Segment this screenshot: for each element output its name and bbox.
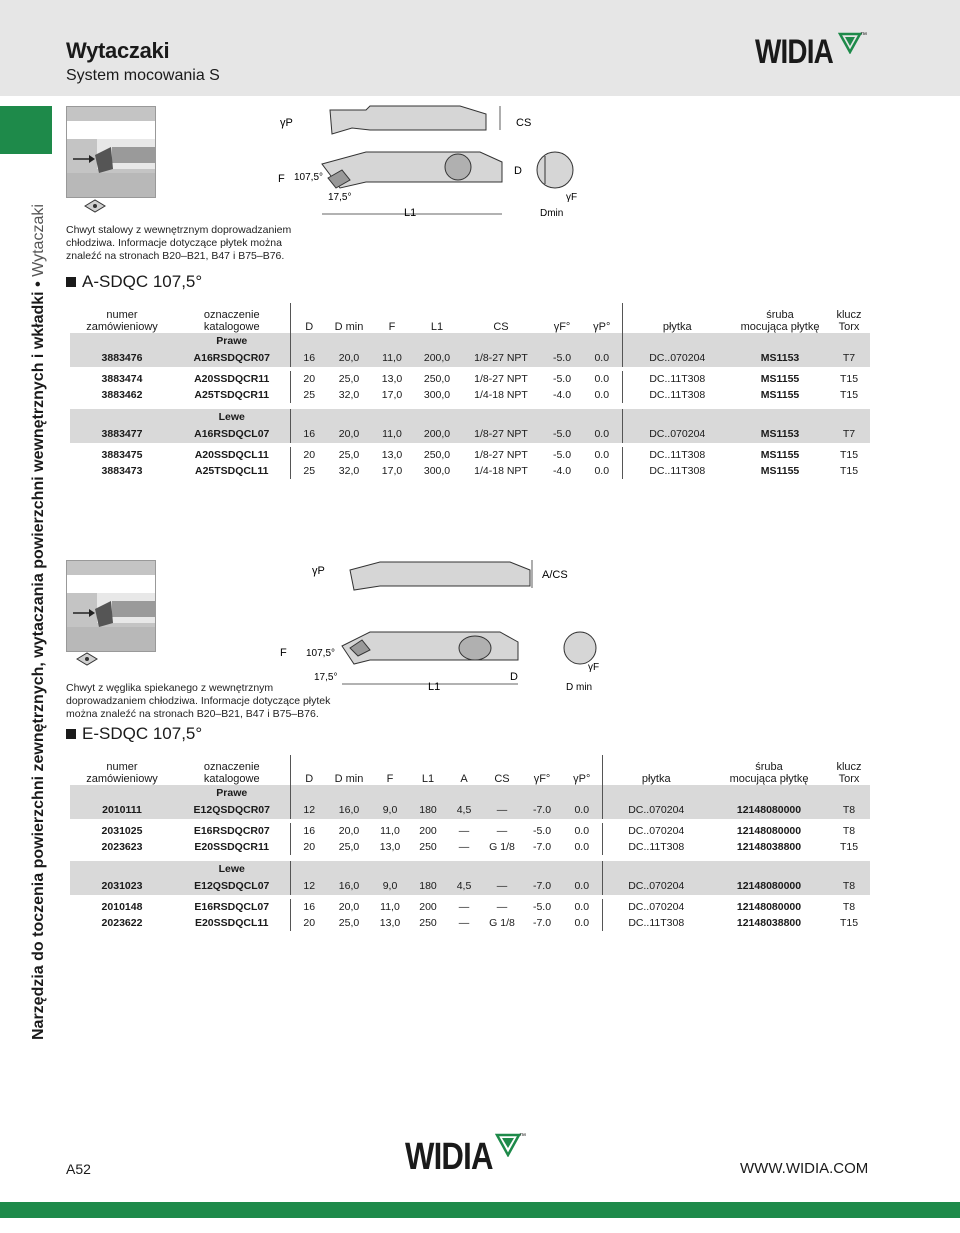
col-header: D min: [334, 773, 364, 785]
table-cell: DC..11T308: [622, 387, 732, 403]
table-cell: DC..070204: [602, 877, 710, 895]
table-cell: T8: [842, 880, 856, 892]
col-header: D: [290, 755, 328, 785]
table-cell: 16: [290, 823, 328, 839]
table-cell: T15: [839, 465, 859, 477]
table-cell: 0.0: [594, 373, 610, 385]
table-cell: DC..11T308: [622, 447, 732, 463]
table-cell: -7.0: [532, 804, 552, 816]
e-tool-drawing: [270, 556, 600, 696]
table-cell: DC..070204: [622, 349, 732, 367]
e-label-a1: 107,5°: [306, 648, 336, 659]
a-label-f: F: [278, 173, 285, 185]
table-cell: 0.0: [574, 825, 590, 837]
a-spec-table: [70, 303, 870, 479]
table-cell: T15: [839, 389, 859, 401]
e-label-d: D: [510, 671, 518, 683]
table-cell: -7.0: [532, 880, 552, 892]
table-cell: DC..070204: [602, 899, 710, 915]
table-cell: —: [458, 917, 470, 929]
e-section-photo: [66, 560, 156, 652]
side-label-section: Wytaczaki: [30, 204, 47, 277]
table-cell: 250,0: [423, 449, 451, 461]
e-label-acs: A/CS: [542, 569, 568, 581]
table-cell: MS1153: [760, 428, 800, 440]
table-cell: 20,0: [338, 428, 360, 440]
table-cell: 0.0: [574, 880, 590, 892]
col-header: γF°: [533, 773, 551, 785]
table-cell: -5.0: [552, 373, 572, 385]
table-cell: 200,0: [423, 352, 451, 364]
col-header: CS: [493, 321, 509, 333]
table-cell: 13,0: [381, 449, 403, 461]
table-cell: 12: [290, 877, 328, 895]
a-tool-drawing: [270, 104, 600, 224]
e-caption-line: doprowadzaniem chłodziwa. Informacje dotyczące płytek: [66, 695, 331, 707]
e-label-a2: 17,5°: [314, 672, 338, 683]
table-cell: 2031025: [101, 825, 143, 837]
table-cell: 20: [290, 447, 328, 463]
bullet-square-icon: [66, 277, 76, 287]
table-cell: 3883476: [101, 352, 143, 364]
table-cell: 12148038800: [736, 917, 802, 929]
table-cell: 20: [290, 839, 328, 855]
a-label-l1: L1: [404, 207, 417, 219]
table-cell: 300,0: [423, 389, 451, 401]
e-title-text: E-SDQC 107,5°: [82, 724, 203, 743]
col-header: L1: [430, 321, 444, 333]
table-cell: T15: [839, 373, 859, 385]
a-section-title: [66, 272, 202, 292]
table-cell: MS1155: [760, 389, 800, 401]
table-cell: 25,0: [338, 449, 360, 461]
col-header: oznaczenie katalogowe: [203, 761, 260, 785]
table-cell: 2010148: [101, 901, 143, 913]
col-header: γP°: [593, 321, 611, 333]
table-cell: 32,0: [338, 389, 360, 401]
side-label: [30, 204, 48, 1040]
a-label-a1: 107,5°: [294, 172, 324, 183]
table-cell: -7.0: [532, 917, 552, 929]
a-label-gf: γF: [566, 192, 578, 203]
a-label-a2: 17,5°: [328, 192, 352, 203]
a-label-cs: CS: [516, 117, 532, 129]
page-title: Wytaczaki: [66, 38, 170, 63]
col-header: oznaczenie katalogowe: [203, 309, 260, 333]
e-spec-table: [70, 755, 870, 931]
table-cell: 16: [290, 349, 328, 367]
table-cell: 3883462: [101, 389, 143, 401]
col-header: CS: [494, 773, 510, 785]
table-cell: DC..11T308: [602, 915, 710, 931]
bullet-square-icon: [66, 729, 76, 739]
table-row: [70, 915, 870, 931]
table-cell: —: [496, 880, 508, 892]
table-cell: 25: [290, 463, 328, 479]
widia-logo-mark-icon: [838, 32, 867, 59]
table-cell: —: [496, 901, 508, 913]
col-header: śruba mocująca płytkę: [729, 761, 809, 785]
table-cell: -7.0: [532, 841, 552, 853]
a-caption-line: znaleźć na stronach B20–B21, B47 i B75–B76.: [66, 250, 285, 262]
table-cell: A16RSDQCR07: [193, 352, 270, 364]
table-cell: 0.0: [594, 428, 610, 440]
table-row: [70, 463, 870, 479]
table-row: [70, 899, 870, 915]
table-row: [70, 447, 870, 463]
e-label-l1: L1: [428, 681, 441, 693]
website-link[interactable]: WWW.WIDIA.COM: [740, 1160, 869, 1177]
table-cell: 9,0: [382, 804, 398, 816]
table-cell: 16: [290, 425, 328, 443]
a-label-gp: γP: [280, 117, 293, 129]
table-cell: DC..070204: [622, 425, 732, 443]
table-header: [70, 303, 870, 333]
group-label: Lewe: [218, 411, 245, 423]
a-caption-line: chłodziwa. Informacje dotyczące płytek można: [66, 237, 282, 249]
table-cell: T7: [842, 352, 856, 364]
e-label-gf: γF: [588, 662, 600, 673]
table-cell: 0.0: [594, 449, 610, 461]
table-cell: 11,0: [380, 901, 400, 913]
table-cell: 200,0: [423, 428, 451, 440]
table-cell: E16RSDQCR07: [193, 825, 270, 837]
table-cell: 16: [290, 899, 328, 915]
col-header: płytka: [622, 303, 732, 333]
e-label-dmin: D min: [566, 682, 593, 693]
widia-logo-bottom: WIDIA: [405, 1136, 493, 1178]
e-section-title: [66, 724, 202, 744]
table-row: [70, 425, 870, 443]
table-cell: MS1155: [760, 449, 800, 461]
table-cell: 12148080000: [736, 804, 802, 816]
table-cell: 3883474: [101, 373, 143, 385]
table-cell: MS1155: [760, 465, 800, 477]
table-cell: 20,0: [338, 352, 360, 364]
a-caption-line: Chwyt stalowy z wewnętrznym doprowadzaniem: [66, 224, 292, 236]
table-cell: T15: [839, 841, 859, 853]
table-cell: 0.0: [594, 352, 610, 364]
col-header: F: [386, 773, 394, 785]
table-cell: DC..11T308: [602, 839, 710, 855]
group-label: Prawe: [216, 335, 248, 347]
table-cell: A25TSDQCR11: [194, 389, 270, 401]
table-cell: 0.0: [574, 841, 590, 853]
col-header: D: [290, 303, 328, 333]
table-header: [70, 755, 870, 785]
table-cell: 17,0: [381, 465, 403, 477]
table-cell: 250,0: [423, 373, 451, 385]
table-cell: DC..070204: [602, 801, 710, 819]
table-cell: 3883477: [101, 428, 143, 440]
trademark: ™: [519, 1133, 526, 1140]
group-header-row: [70, 785, 870, 801]
table-cell: 11,0: [382, 352, 402, 364]
table-cell: 0.0: [574, 917, 590, 929]
table-cell: -5.0: [532, 901, 552, 913]
table-cell: 250: [419, 841, 437, 853]
table-row: [70, 877, 870, 895]
table-cell: 1/4-18 NPT: [474, 389, 528, 401]
table-cell: MS1153: [760, 352, 800, 364]
table-cell: —: [458, 825, 470, 837]
table-cell: 2023623: [101, 841, 143, 853]
table-cell: -5.0: [552, 449, 572, 461]
table-cell: G 1/8: [489, 841, 515, 853]
table-cell: 25,0: [338, 917, 360, 929]
side-label-main: Narzędzia do toczenia powierzchni zewnętrznych, wytaczania powierzchni wewnętrznych i wkładki: [30, 291, 47, 1040]
table-cell: 4,5: [456, 880, 472, 892]
table-cell: 1/8-27 NPT: [474, 428, 528, 440]
table-cell: DC..070204: [602, 823, 710, 839]
table-cell: MS1155: [760, 373, 800, 385]
table-cell: —: [458, 841, 470, 853]
a-title-text: A-SDQC 107,5°: [82, 272, 203, 291]
table-row: [70, 371, 870, 387]
e-caption-line: Chwyt z węglika spiekanego z wewnętrznym: [66, 682, 274, 694]
col-header: γF°: [553, 321, 571, 333]
table-cell: 3883475: [101, 449, 143, 461]
table-cell: 2023622: [101, 917, 143, 929]
table-cell: 0.0: [574, 804, 590, 816]
table-cell: 25,0: [338, 373, 360, 385]
e-caption-line: można znaleźć na stronach B20–B21, B47 i B75–B76.: [66, 708, 319, 720]
table-cell: G 1/8: [489, 917, 515, 929]
table-row: [70, 823, 870, 839]
table-cell: T8: [842, 901, 856, 913]
table-cell: A25TSDQCL11: [194, 465, 269, 477]
table-row: [70, 387, 870, 403]
table-cell: 1/4-18 NPT: [474, 465, 528, 477]
table-cell: 0.0: [574, 901, 590, 913]
table-cell: 20: [290, 371, 328, 387]
table-cell: 13,0: [379, 841, 401, 853]
table-cell: 12148080000: [736, 880, 802, 892]
col-header: śruba mocująca płytkę: [740, 309, 820, 333]
a-section-photo: [66, 106, 156, 198]
table-cell: -4.0: [552, 389, 572, 401]
table-cell: E20SSDQCR11: [194, 841, 270, 853]
e-label-f: F: [280, 647, 287, 659]
table-cell: -5.0: [552, 428, 572, 440]
table-cell: A20SSDQCL11: [194, 449, 269, 461]
footer-bar: [0, 1202, 960, 1218]
table-cell: 20: [290, 915, 328, 931]
table-cell: 20,0: [338, 825, 360, 837]
table-cell: 2010111: [102, 804, 142, 816]
group-header-row: [70, 333, 870, 349]
table-cell: —: [496, 825, 508, 837]
table-cell: 1/8-27 NPT: [474, 352, 528, 364]
table-cell: 25,0: [338, 841, 360, 853]
table-cell: 13,0: [381, 373, 403, 385]
table-cell: 0.0: [594, 389, 610, 401]
page-subtitle: System mocowania S: [66, 67, 220, 84]
page-number: A52: [66, 1161, 91, 1177]
table-cell: 1/8-27 NPT: [474, 449, 528, 461]
a-label-dmin: Dmin: [540, 208, 564, 219]
table-cell: 32,0: [338, 465, 360, 477]
col-header: płytka: [602, 755, 710, 785]
table-cell: 9,0: [382, 880, 398, 892]
table-cell: 20,0: [338, 901, 360, 913]
table-cell: —: [458, 901, 470, 913]
table-cell: 180: [419, 804, 437, 816]
table-cell: A20SSDQCR11: [194, 373, 270, 385]
col-header: F: [388, 321, 396, 333]
widia-logo-top: WIDIA: [755, 33, 833, 71]
table-cell: 1/8-27 NPT: [474, 373, 528, 385]
table-cell: T7: [842, 428, 856, 440]
table-cell: 250: [419, 917, 437, 929]
table-cell: 4,5: [456, 804, 472, 816]
table-cell: 17,0: [381, 389, 403, 401]
group-header-row: [70, 861, 870, 877]
table-cell: 25: [290, 387, 328, 403]
group-header-row: [70, 409, 870, 425]
table-cell: 11,0: [382, 428, 402, 440]
table-cell: T15: [839, 917, 859, 929]
table-cell: 200: [419, 825, 437, 837]
table-cell: T8: [842, 825, 856, 837]
col-header: A: [460, 773, 468, 785]
group-label: Prawe: [216, 787, 248, 799]
table-cell: 12: [290, 801, 328, 819]
table-cell: DC..11T308: [622, 463, 732, 479]
a-caption: [66, 224, 291, 263]
col-header: γP°: [573, 773, 591, 785]
table-cell: E12QSDQCR07: [193, 804, 270, 816]
table-row: [70, 839, 870, 855]
a-insert-icon: [83, 199, 107, 218]
table-cell: —: [496, 804, 508, 816]
table-cell: 2031023: [101, 880, 143, 892]
table-cell: T15: [839, 449, 859, 461]
table-cell: 300,0: [423, 465, 451, 477]
side-label-bullet: •: [30, 281, 47, 287]
col-header: L1: [421, 773, 435, 785]
col-header: klucz Torx: [836, 761, 862, 785]
table-cell: 16,0: [338, 880, 360, 892]
table-cell: DC..11T308: [622, 371, 732, 387]
a-label-d: D: [514, 165, 522, 177]
table-cell: 180: [419, 880, 437, 892]
col-header: klucz Torx: [836, 309, 862, 333]
e-label-gp: γP: [312, 565, 325, 577]
table-cell: -5.0: [532, 825, 552, 837]
table-cell: 11,0: [380, 825, 400, 837]
table-cell: E12QSDQCL07: [194, 880, 270, 892]
table-cell: 12148080000: [736, 901, 802, 913]
table-cell: E20SSDQCL11: [194, 917, 269, 929]
table-cell: A16RSDQCL07: [194, 428, 270, 440]
table-row: [70, 801, 870, 819]
table-cell: T8: [842, 804, 856, 816]
col-header: numer zamówieniowy: [86, 761, 158, 785]
table-cell: 12148038800: [736, 841, 802, 853]
e-insert-icon: [75, 652, 99, 671]
table-cell: -4.0: [552, 465, 572, 477]
table-cell: 16,0: [338, 804, 360, 816]
col-header: D min: [334, 321, 364, 333]
side-tab: [0, 106, 52, 154]
table-cell: 12148080000: [736, 825, 802, 837]
group-label: Lewe: [218, 863, 245, 875]
table-cell: 200: [419, 901, 437, 913]
table-cell: 3883473: [101, 465, 143, 477]
table-cell: 0.0: [594, 465, 610, 477]
table-cell: -5.0: [552, 352, 572, 364]
col-header: numer zamówieniowy: [86, 309, 158, 333]
widia-logo-mark-icon: [495, 1133, 526, 1162]
table-cell: E16RSDQCL07: [194, 901, 270, 913]
table-row: [70, 349, 870, 367]
trademark: ™: [860, 32, 867, 39]
table-cell: 13,0: [379, 917, 401, 929]
